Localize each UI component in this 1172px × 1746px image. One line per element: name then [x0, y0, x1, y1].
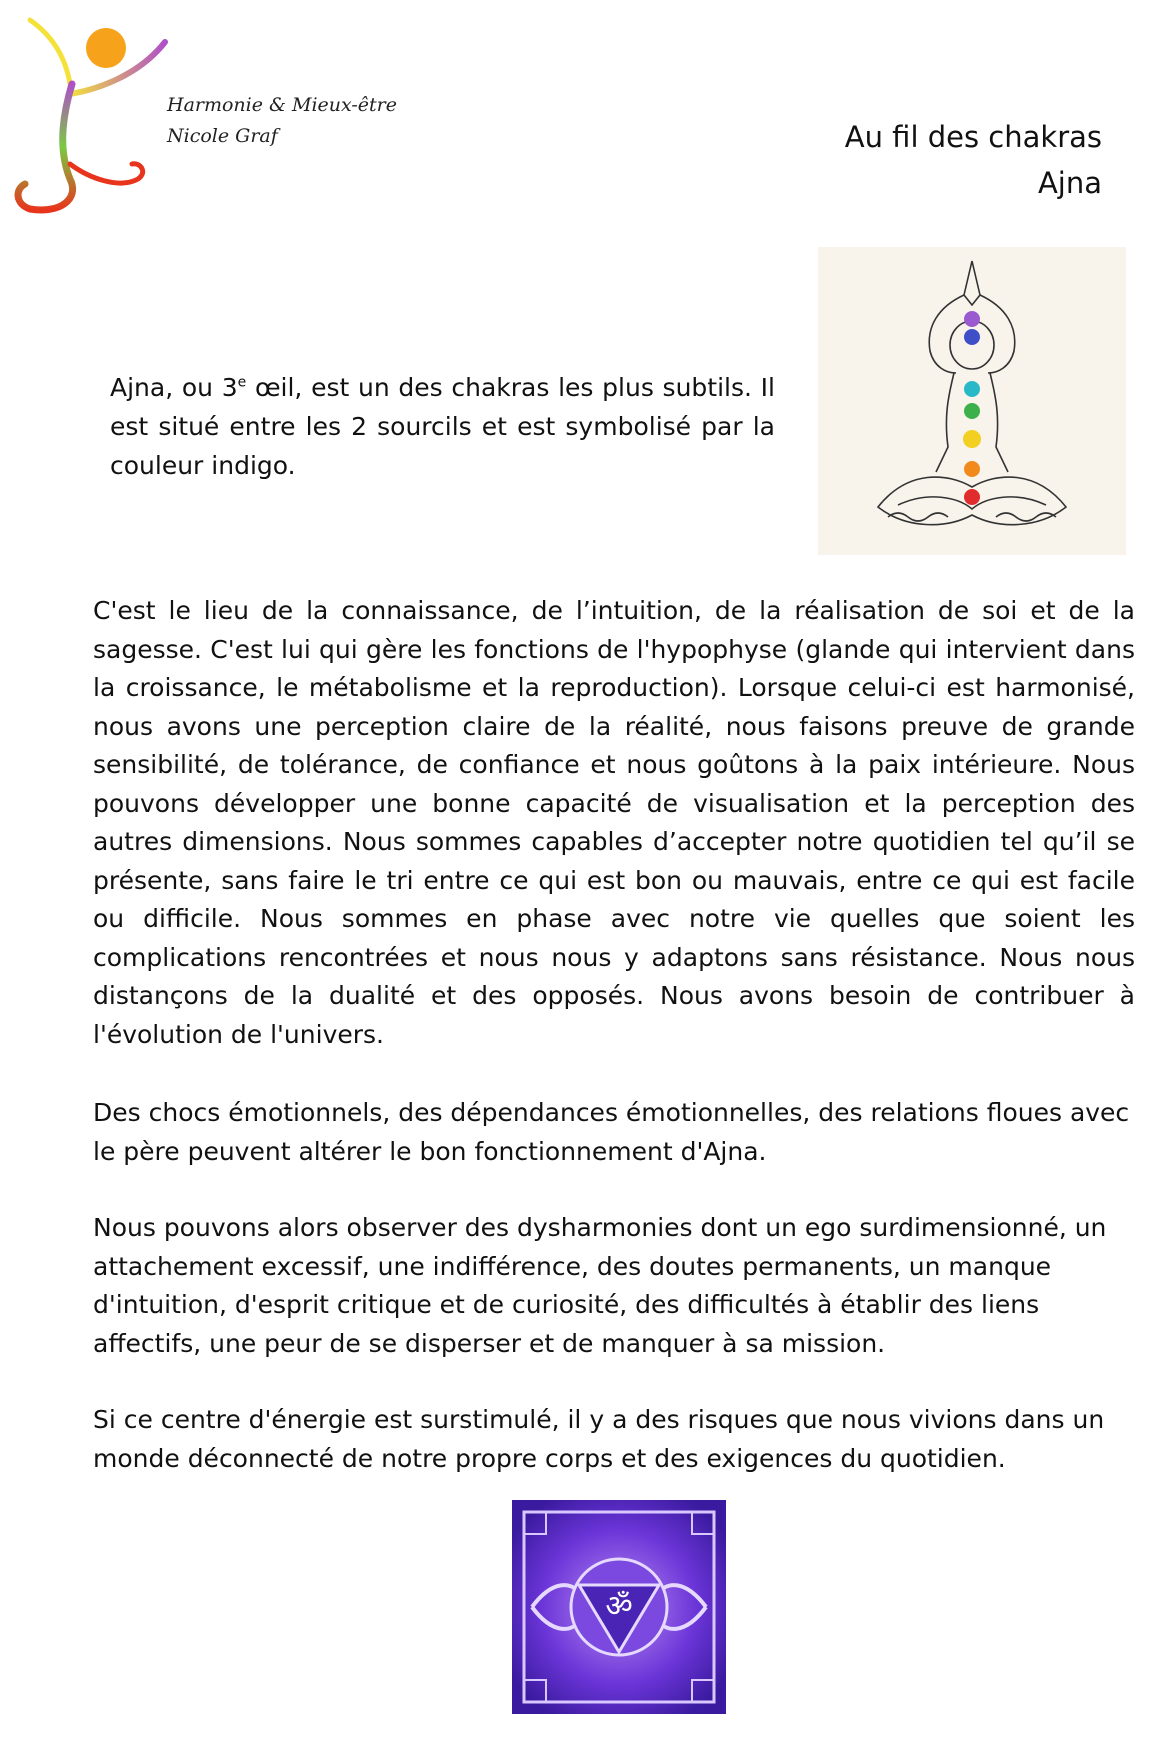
meditating-figure-image — [818, 247, 1126, 555]
intro-text-rest: œil, est un des chakras les plus subtils. Il est situé entre les 2 sourcils et est symbolisé par la couleur indigo. — [110, 373, 775, 480]
title-block — [845, 114, 1102, 206]
page-subtitle: Ajna — [1037, 166, 1102, 200]
ajna-symbol-image — [512, 1500, 726, 1714]
brand-text — [167, 90, 397, 152]
paragraph-1: C'est le lieu de la connaissance, de l’intuition, de la réalisation de soi et de la sagesse. C'est lui qui gère les fonctions de l'hypophyse (glande qui intervient dans la croissance, le métabolisme et la reproduction). Lorsque celui-ci est harmonisé, nous avons une perception claire de la réalité, nous faisons preuve de grande sensibilité, de tolérance, de confiance et nous goûtons à la paix intérieure. Nous pouvons développer une bonne capacité de visualisation et la perception des autres dimensions. Nous sommes capables d’accepter notre quotidien tel qu’il se présente, sans faire le tri entre ce qui est bon ou mauvais, entre ce qui est facile ou difficile. Nous sommes en phase avec notre vie quelles que soient les complications rencontrées et nous nous y adaptons sans résistance. Nous nous distançons de la dualité et des opposés. Nous avons besoin de contribuer à l'évolution de l'univers. — [93, 596, 1135, 1049]
intro-text-start: Ajna, ou 3 — [110, 373, 238, 402]
paragraph-2: Des chocs émotionnels, des dépendances émotionnelles, des relations floues avec le père peuvent altérer le bon fonctionnement d'Ajna. — [93, 1098, 1130, 1166]
intro-paragraph — [110, 368, 775, 485]
author-name: Nicole Graf — [167, 125, 278, 147]
page-title: Au fil des chakras — [844, 120, 1102, 154]
om-glyph: ॐ — [605, 1589, 633, 1624]
paragraph-4: Si ce centre d'énergie est surstimulé, il y a des risques que nous vivions dans un monde déconnecté de notre propre corps et des exigences du quotidien. — [93, 1405, 1105, 1473]
ordinal-suffix: e — [237, 374, 247, 391]
brand-logo — [10, 14, 180, 224]
brand-name: Harmonie & Mieux-être — [167, 94, 398, 116]
paragraph-3: Nous pouvons alors observer des dysharmonies dont un ego surdimensionné, un attachement excessif, une indifférence, des doutes permanents, un manque d'intuition, d'esprit critique et de curiosité, des difficultés à établir des liens affectifs, une peur de se disperser et de manquer à sa mission. — [93, 1213, 1107, 1358]
